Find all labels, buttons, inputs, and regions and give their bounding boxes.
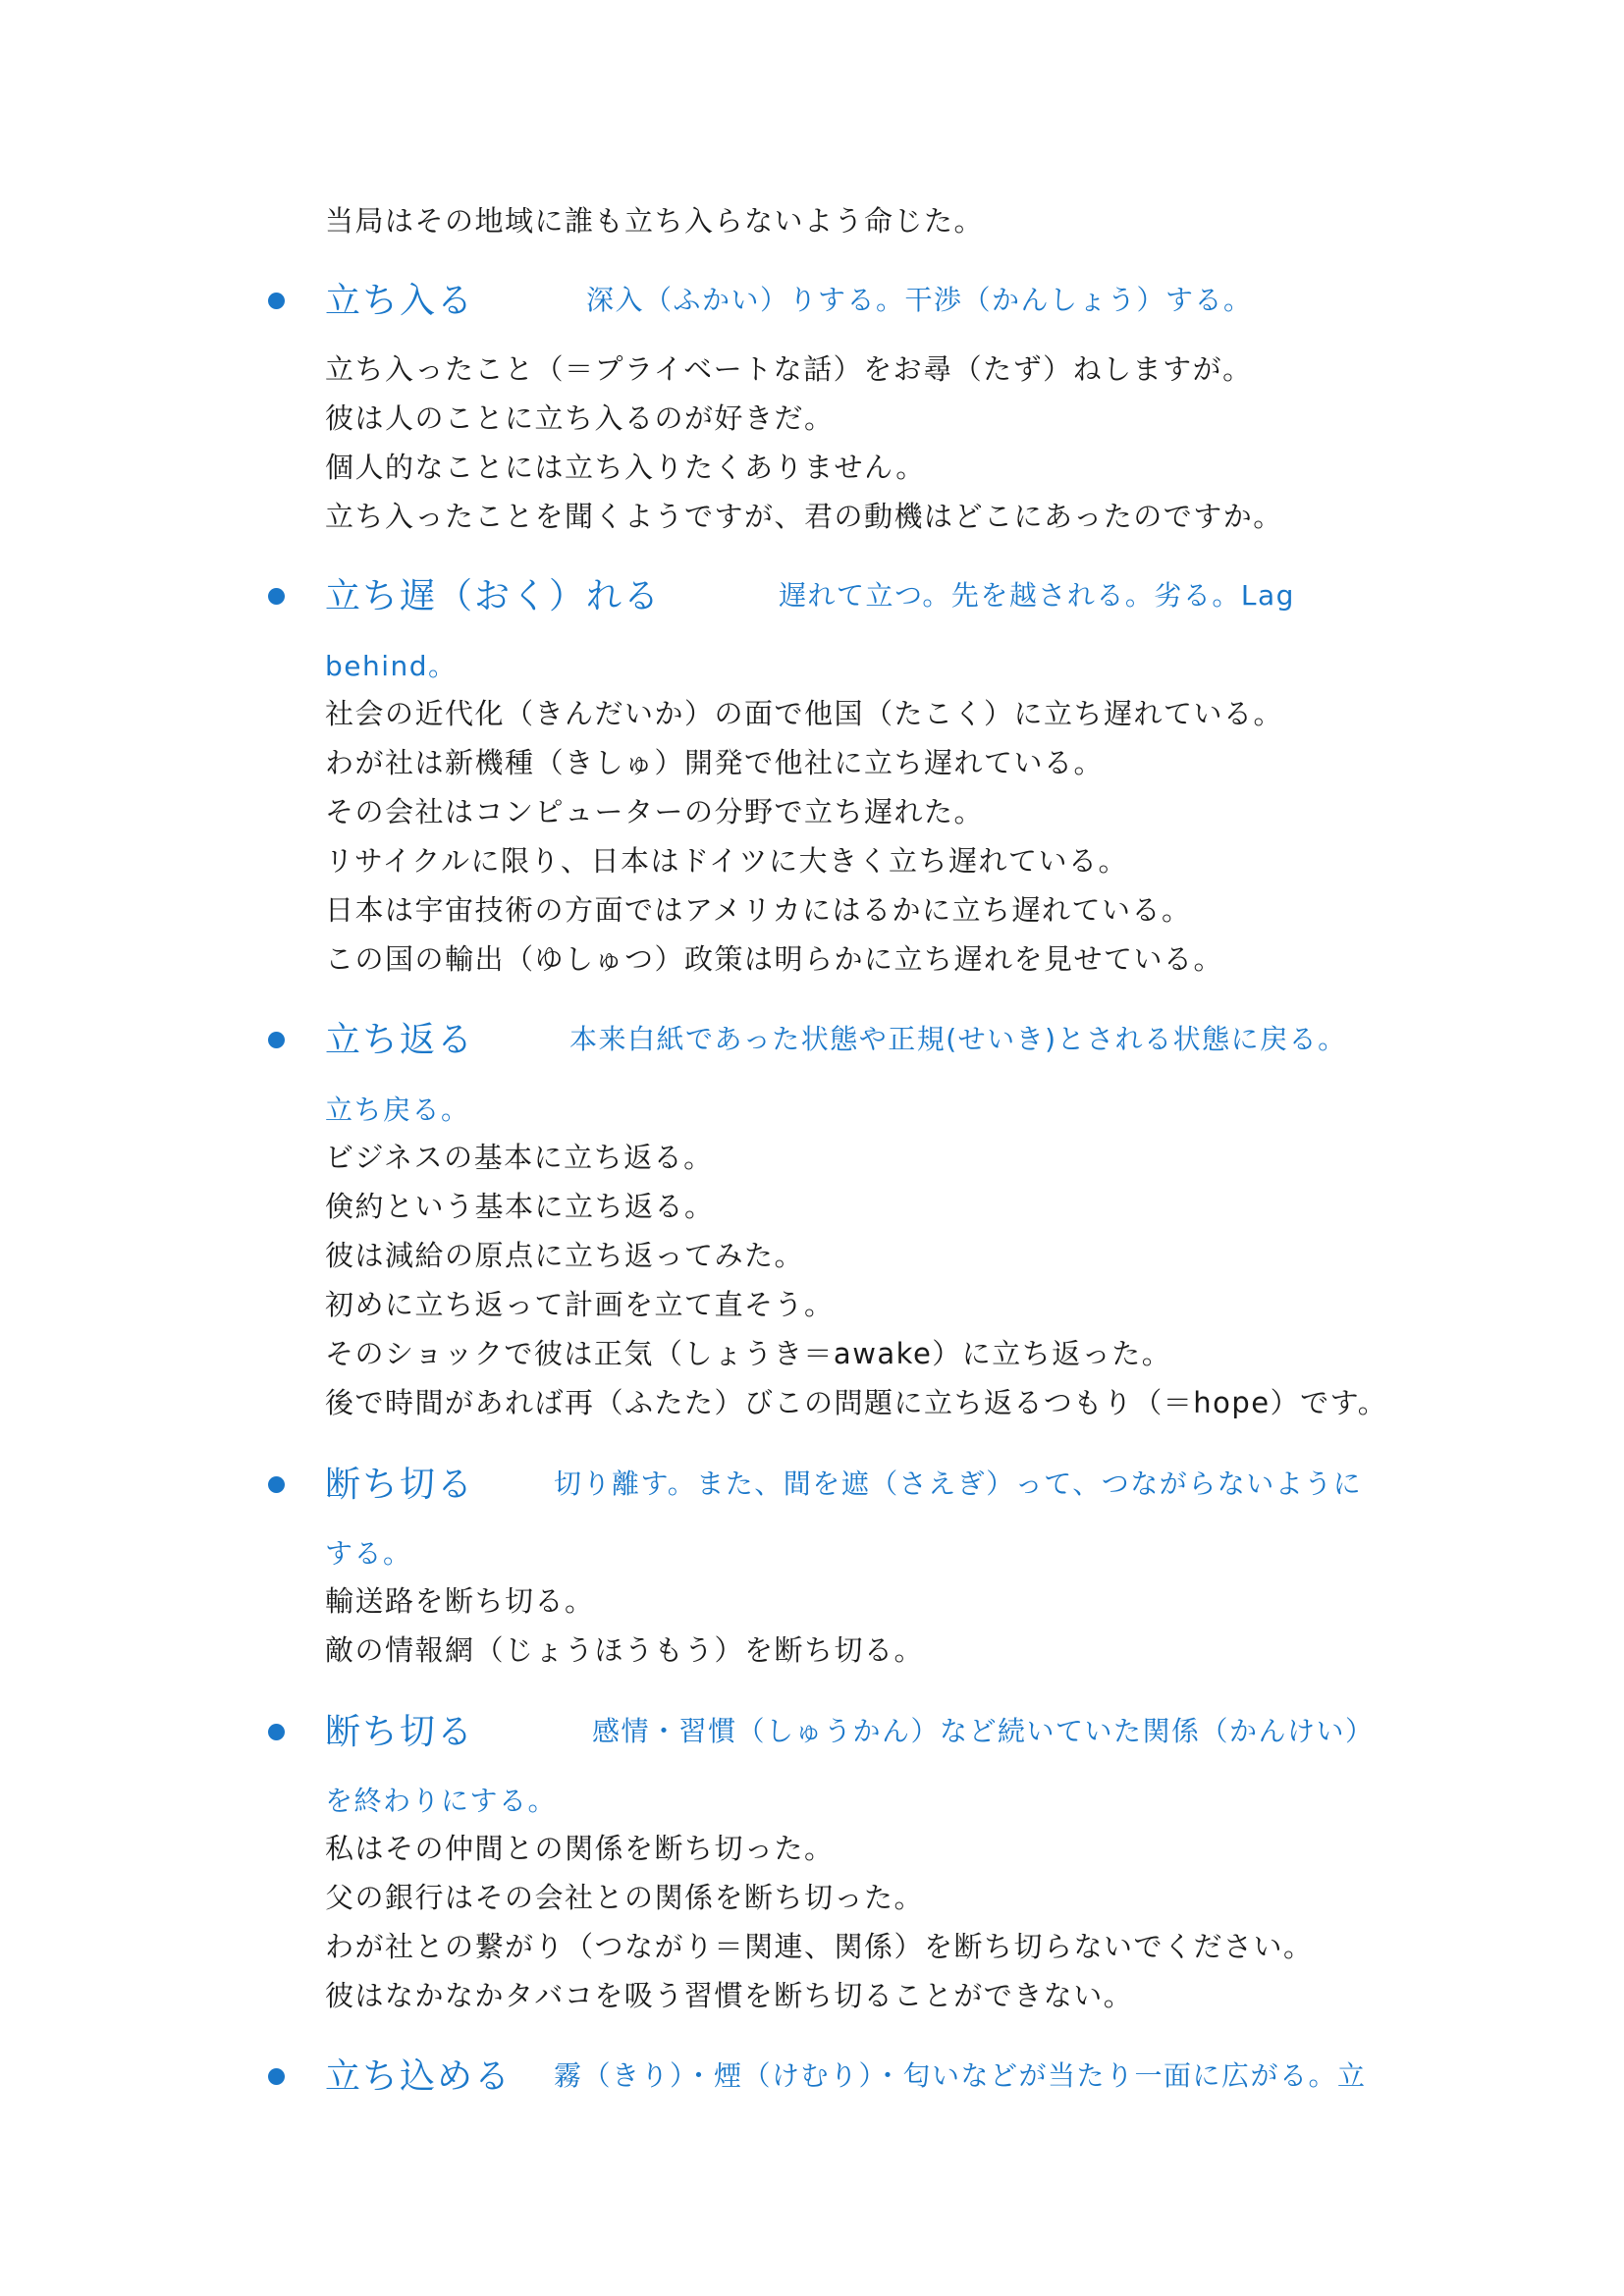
example-sentence: 初めに立ち返って計画を立て直そう。 <box>325 1288 835 1321</box>
example-sentence: 立ち入ったこと（＝プライベートな話）をお尋（たず）ねしますが。 <box>325 352 1253 386</box>
entry-definition-continued: behind。 <box>325 650 458 682</box>
example-sentence: リサイクルに限り、日本はドイツに大きく立ち遅れている。 <box>325 844 1128 878</box>
example-sentence: 父の銀行はその会社との関係を断ち切った。 <box>325 1881 925 1914</box>
example-sentence: 敵の情報網（じょうほうもう）を断ち切る。 <box>325 1633 925 1667</box>
entry-heading <box>0 272 1624 331</box>
example-sentence: この国の輸出（ゆしゅつ）政策は明らかに立ち遅れを見せている。 <box>325 942 1224 976</box>
entry-term: 立ち返る <box>325 1020 475 1060</box>
entry-term: 立ち遅（おく）れる <box>325 576 662 616</box>
example-sentence: わが社は新機種（きしゅ）開発で他社に立ち遅れている。 <box>325 746 1105 779</box>
entry-term: 立ち込める <box>325 2056 513 2097</box>
entry-heading <box>0 567 1624 626</box>
example-sentence: ビジネスの基本に立ち返る。 <box>325 1141 714 1174</box>
entry-definition: 切り離す。また、間を遮（さえぎ）って、つながらないように <box>554 1468 1363 1500</box>
entry-term: 立ち入る <box>325 281 475 321</box>
entry-definition: 霧（きり）・煙（けむり）・匂いなどが当たり一面に広がる。立 <box>554 2059 1367 2092</box>
bullet-icon <box>268 1724 285 1740</box>
entry-heading <box>0 1011 1624 1070</box>
entry-definition: 深入（ふかい）りする。干渉（かんしょう）する。 <box>586 284 1253 316</box>
entry-definition: 本来白紙であった状態や正規(せいき)とされる状態に戻る。 <box>569 1023 1347 1055</box>
entry-definition: 感情・習慣（しゅうかん）など続いていた関係（かんけい） <box>592 1715 1375 1747</box>
bullet-icon <box>268 1032 285 1048</box>
example-sentence: 彼はなかなかタバコを吸う習慣を断ち切ることができない。 <box>325 1979 1134 2012</box>
entry-heading <box>0 1703 1624 1762</box>
example-sentence: 日本は宇宙技術の方面ではアメリカにはるかに立ち遅れている。 <box>325 893 1192 927</box>
example-sentence: 倹約という基本に立ち返る。 <box>325 1190 715 1223</box>
entry-heading <box>0 2048 1624 2107</box>
entry-definition: 遅れて立つ。先を越される。劣る。Lag <box>779 579 1295 612</box>
example-sentence: 個人的なことには立ち入りたくありません。 <box>325 451 926 484</box>
entry-definition-continued: する。 <box>325 1537 412 1570</box>
example-sentence: そのショックで彼は正気（しょうき＝awake）に立ち返った。 <box>325 1337 1172 1370</box>
example-sentence: 輸送路を断ち切る。 <box>325 1584 595 1618</box>
example-sentence: 私はその仲間との関係を断ち切った。 <box>325 1832 835 1865</box>
entry-term: 断ち切る <box>325 1712 475 1752</box>
entry-heading <box>0 1456 1624 1515</box>
example-sentence: 彼は人のことに立ち入るのが好きだ。 <box>325 401 835 435</box>
bullet-icon <box>268 2068 285 2085</box>
bullet-icon <box>268 1476 285 1493</box>
bullet-icon <box>268 588 285 605</box>
example-sentence: わが社との繋がり（つながり＝関連、関係）を断ち切らないでください。 <box>325 1930 1314 1963</box>
entry-definition-continued: 立ち戻る。 <box>325 1094 470 1126</box>
entry-term: 断ち切る <box>325 1465 475 1505</box>
intro-sentence: 当局はその地域に誰も立ち入らないよう命じた。 <box>325 204 985 238</box>
example-sentence: 立ち入ったことを聞くようですが、君の動機はどこにあったのですか。 <box>325 500 1283 533</box>
example-sentence: その会社はコンピューターの分野で立ち遅れた。 <box>325 795 985 828</box>
entry-definition-continued: を終わりにする。 <box>325 1785 558 1817</box>
example-sentence: 社会の近代化（きんだいか）の面で他国（たこく）に立ち遅れている。 <box>325 697 1284 730</box>
example-sentence: 彼は減給の原点に立ち返ってみた。 <box>325 1239 805 1272</box>
bullet-icon <box>268 293 285 309</box>
example-sentence: 後で時間があれば再（ふたた）びこの問題に立ち返るつもり（＝hope）です。 <box>325 1386 1388 1419</box>
